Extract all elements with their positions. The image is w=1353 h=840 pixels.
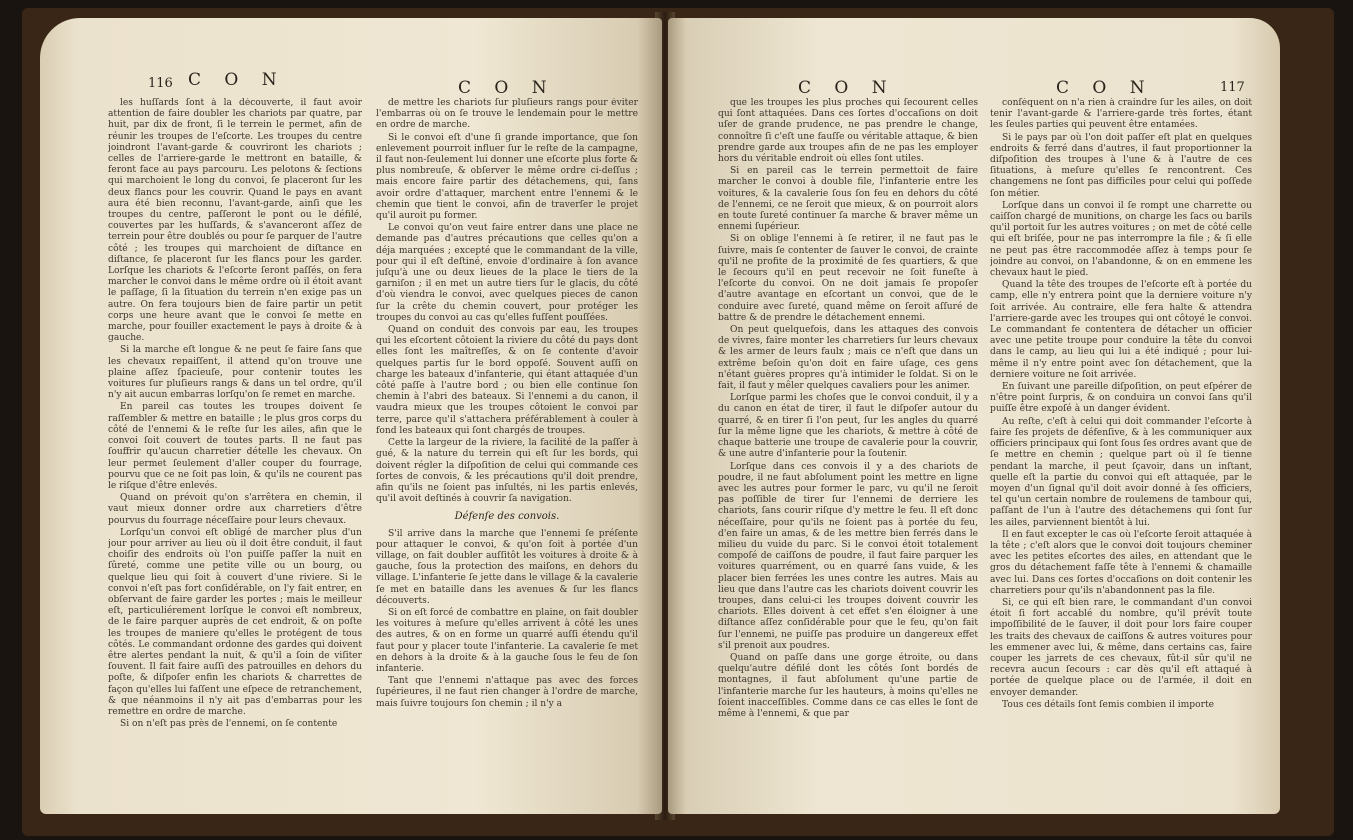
left-page-number: 116: [148, 76, 173, 91]
paragraph: Si on n'eſt pas près de l'ennemi, on ſe contente: [120, 719, 338, 730]
paragraph: Quand on prévoit qu'on s'arrêtera en chemin, il vaut mieux donner ordre aux charretiers d'être pourvus du fourrage néceſſaire pour leurs chevaux.: [108, 493, 362, 526]
paragraph: En ſuivant une pareille diſpoſition, on peut eſpérer de n'être point ſurpris, & on conduira un convoi ſans qu'il puiſſe être expoſé à un danger évident.: [990, 382, 1252, 415]
paragraph: On peut quelquefois, dans les attaques des convois de vivres, faire monter les charretiers ſur leurs chevaux & les armer de leurs faulx ; mais ce n'eſt que dans un extrême beſoin qu'on doit en faire uſage, ces gens n'étant guères propres qu'à intimider le ſoldat. Si on le fait, il faut y mêler quelques cavaliers pour les animer.: [718, 325, 978, 392]
paragraph: Lorſqu'un convoi eſt obligé de marcher plus d'un jour pour arriver au lieu où il doit être conduit, il faut choiſir des endroits où l'on puiſſe paſſer la nuit en ſûreté, comme une petite ville ou un bourg, ou quelque lieu qui ſoit à couvert d'une riviere. Si le convoi n'eſt pas fort conſidérable, on l'y fait entrer, en obſervant de faire garder les portes ; mais le meilleur eſt, particuliérement lorſque le convoi eſt nombreux, de le faire parquer auprès de cet endroit, & on poſte les troupes de maniere qu'elles le protégent de tous côtés. Le commandant ordonne des gardes qui doivent être alertes pendant la nuit, & qu'il a ſoin de viſiter ſouvent. Il fait faire auſſi des patrouilles en dehors du poſte, & diſpoſer enfin les chariots & charrettes de façon qu'elles lui faſſent une eſpece de retranchement, & que néanmoins il n'y ait pas d'embarras pour les remettre en ordre de marche.: [108, 527, 362, 717]
left-column-2: [376, 98, 638, 803]
paragraph: Si, ce qui eſt bien rare, le commandant d'un convoi étoit ſi fort accablé du nombre, qu'il prévît toute impoſſibilité de le ſauver, il doit pour lors faire couper les traits des chevaux de caiſſons & autres voitures pour les emmener avec lui, & même, dans certains cas, faire couper les jarrets de ces chevaux, fût-il sûr qu'il ne recevra aucun ſecours : car dès qu'il eſt attaqué à portée de quelque place ou de l'armée, il doit en envoyer demander.: [990, 597, 1252, 698]
paragraph: Si le pays par où l'on doit paſſer eſt plat en quelques endroits & ferré dans d'autres, il faut proportionner la diſpoſition des troupes à l'une & à l'autre de ces ſituations, à meſure qu'elles ſe rencontrent. Ces changemens ne ſont pas difficiles pour celui qui poſſede ſon métier.: [990, 132, 1252, 199]
left-page: [40, 18, 662, 814]
paragraph: Si en pareil cas le terrein permettoit de faire marcher le convoi à double file, l'infanterie entre les voitures, & la cavalerie ſous ſon feu en dehors du côté de l'ennemi, ce ne ſeroit que mieux, & on pourroit alors en toute ſureté continuer ſa marche & braver même un ennemi ſupérieur.: [718, 166, 978, 233]
paragraph: Lorſque dans ces convois il y a des chariots de poudre, il ne faut abſolument point les mettre en ligne avec les autres pour former le parc, vu qu'il ne ſeroit pas poſſible de tirer ſur l'ennemi de derriere les chariots, ſans courir riſque d'y mettre le feu. Il eſt donc néceſſaire, pour qu'ils ne ſoient pas à portée du feu, d'en faire un amas, & de les mettre bien ferrés dans le milieu du vuide du parc. Si le convoi étoit totalement compoſé de caiſſons de poudre, il faut faire parquer les voitures quarrément, ou en quarré ſans vuide, & les placer bien ferrées les unes contre les autres. Mais au lieu que dans l'autre cas les chariots doivent couvrir les troupes, dans celui-ci les troupes doivent couvrir les chariots. Elles doivent à cet effet s'en éloigner à une diſtance aſſez conſidérable pour que le feu, qu'on fait ſur l'ennemi, ne puiſſe pas produire un dangereux effet s'il prenoit aux poudres.: [718, 461, 978, 651]
left-running-head-1: C O N: [188, 70, 286, 90]
paragraph: Si la marche eſt longue & ne peut ſe faire ſans que les chevaux repaiſſent, il attend qu'on trouve une plaine aſſez ſpacieuſe, pour contenir toutes les voitures ſur pluſieurs rangs & dans un tel ordre, qu'il n'y ait aucun embarras lorſqu'on ſe remet en marche.: [108, 345, 362, 401]
paragraph: En pareil cas toutes les troupes doivent ſe raſſembler & mettre en bataille ; le plus gros corps du côté de l'ennemi & le reſte ſur les ailes, afin que le convoi ſoit couvert de toutes parts. Il ne faut pas ſouffrir qu'aucun charretier dételle les chevaux. On leur permet ſeulement d'aller couper du fourrage, pourvu que ce ne ſoit pas loin, & qu'ils ne courent pas le riſque d'être enlevés.: [108, 402, 362, 491]
paragraph: Si le convoi eſt d'une ſi grande importance, que ſon enlevement pourroit influer ſur le reſte de la campagne, il faut non-ſeulement lui donner une eſcorte plus forte & plus nombreuſe, & obſerver le même ordre ci-deſſus ; mais encore faire partir des détachemens, qui, ſans avoir ordre d'attaquer, marchent entre l'ennemi & le chemin que tient le convoi, afin de traverſer le projet qu'il auroit pu former.: [376, 132, 638, 222]
paragraph: S'il arrive dans la marche que l'ennemi ſe préſente pour attaquer le convoi, & qu'on ſoit à portée d'un village, on fait doubler auſſitôt les voitures à droite & à gauche, ſous la protection des maiſons, en dehors du village. L'infanterie ſe jette dans le village & la cavalerie ſe met en bataille dans les avenues & ſur les flancs découverts.: [376, 528, 638, 606]
right-column-1: [718, 98, 978, 803]
paragraph: Il en faut excepter le cas où l'eſcorte ſeroit attaquée à la tête ; c'eſt alors que le convoi doit toujours cheminer avec les petites eſcortes des ailes, en attendant que le gros du détachement faſſe tête à l'ennemi & chamaille avec lui. Dans ces ſortes d'occaſions on doit contenir les charretiers pour qu'ils n'abandonnent pas la file.: [990, 529, 1252, 596]
paragraph: Le convoi qu'on veut faire entrer dans une place ne demande pas d'autres précautions que celles qu'on a déja marquées ; excepté que le commandant de la ville, pour qui il eſt deſtiné, envoie d'ordinaire à ſon avance juſqu'à une ou deux lieues de la place le tiers de la garniſon ; il en met un autre tiers ſur le glacis, du côté d'où viendra le convoi, avec quelques pieces de canon ſur la crête du chemin couvert, pour protéger les troupes du convoi au cas qu'elles fuſſent pouſſées.: [376, 223, 638, 323]
paragraph: Lorſque parmi les choſes que le convoi conduit, il y a du canon en état de tirer, il faut le diſpoſer autour du quarré, & en tirer ſi l'on peut, ſur les angles du quarré ſur la même ligne que les chariots, & mettre à côté de chaque batterie une troupe de cavalerie pour la couvrir, & une autre d'infanterie pour la ſoutenir.: [718, 393, 978, 460]
paragraph: Si on oblige l'ennemi à ſe retirer, il ne faut pas le ſuivre, mais ſe contenter de ſauver le convoi, de crainte qu'il ne profite de la proximité de ſes quartiers, & que le ſecours qu'il en peut recevoir ne ſoit funeſte à l'eſcorte du convoi. On ne doit jamais ſe propoſer d'autre avantage en eſcortant un convoi, que de le conduire avec ſureté, quand même on ſeroit aſſuré de battre & de prendre le détachement ennemi.: [718, 234, 978, 323]
paragraph: Quand on paſſe dans une gorge étroite, ou dans quelqu'autre défilé dont les côtés ſont bordés de montagnes, il faut abſolument qu'une partie de l'infanterie marche ſur les hauteurs, à moins qu'elles ne ſoient inacceſſibles. Comme dans ce cas elles le ſont de même à l'ennemi, & que par: [718, 652, 978, 719]
paragraph: que les troupes les plus proches qui ſecourent celles qui ſont attaquées. Dans ces ſortes d'occaſions on doit uſer de grande prudence, ne pas prendre le change, connoître ſi c'eſt une fauſſe ou véritable attaque, & bien prendre garde aux troupes afin de ne pas les employer hors du véritable endroit où elles ſont utiles.: [718, 98, 978, 165]
paragraph: Cette la largeur de la riviere, la facilité de la paſſer à gué, & la nature du terrein qui eſt ſur les bords, qui doivent régler la diſpoſition de celui qui commande ces ſortes de convois, & les précautions qu'il doit prendre, afin qu'ils ne ſoient pas inſultés, ni les partis enlevés, qu'il avoit deſtinés à couvrir ſa navigation.: [376, 438, 638, 505]
paragraph: de mettre les chariots ſur pluſieurs rangs pour éviter l'embarras où on ſe trouve le lendemain pour le mettre en ordre de marche.: [376, 98, 638, 131]
left-column-1: [108, 98, 362, 803]
right-page-number: 117: [1220, 80, 1245, 95]
right-column-2: [990, 98, 1252, 803]
paragraph: Tant que l'ennemi n'attaque pas avec des forces ſupérieures, il ne faut rien changer à l'ordre de marche, mais ſuivre toujours ſon chemin ; il n'y a: [376, 676, 638, 709]
section-title: Défenſe des convois.: [454, 511, 560, 523]
right-page: [668, 18, 1280, 814]
paragraph: conſéquent on n'a rien à craindre ſur les ailes, on doit tenir l'avant-garde & l'arriere-garde très fortes, étant les ſeules parties qui peuvent être entamées.: [990, 98, 1252, 131]
paragraph: Tous ces détails ſont ſemis combien il importe: [1002, 699, 1214, 710]
paragraph: les huſſards ſont à la découverte, il faut avoir attention de faire doubler les chariots par quatre, par huit, par dix de front, ſi le terrein le permet, afin de réunir les troupes de l'eſcorte. Les troupes du centre joindront l'avant-garde & couvriront les chariots ; celles de l'arriere-garde le mettront en bataille, & feront face au pays parcouru. Les pelotons & ſections qui marchoient le long du convoi, ſe placeront ſur les deux flancs pour les couvrir. Quand le pays en avant aura été bien reconnu, l'avant-garde, ainſi que les troupes du centre, paſſeront le pont ou le défilé, couvertes par les huſſards, & s'avanceront aſſez de terrein pour être doublés ou pour ſe parquer de l'autre côté ; les troupes qui marchoient de diſtance en diſtance, ſe placeront ſur les flancs pour les garder. Lorſque les chariots & l'eſcorte ſeront paſſés, on fera marcher le convoi dans le même ordre où il étoit avant le paſſage, ſi la ſituation du terrein n'en exige pas un autre. On fera toujours bien de faire partir un petit corps une heure avant que le convoi ſe mette en marche, pour fouiller exactement le pays à droite & à gauche.: [108, 98, 362, 344]
paragraph: Lorſque dans un convoi il ſe rompt une charrette ou caiſſon chargé de munitions, on charge les ſacs ou barils qu'il portoit ſur les autres voitures ; on met de côté celle qui eſt briſée, pour ne pas interrompre la file ; & ſi elle ne peut pas être raccommodée aſſez à temps pour ſe joindre au convoi, on l'abandonne, & on en emmene les chevaux haut le pied.: [990, 200, 1252, 279]
paragraph: Au reſte, c'eſt à celui qui doit commander l'eſcorte à faire ſes projets de défenſive, & à les communiquer aux officiers principaux qui ſont ſous ſes ordres avant que de ſe mettre en chemin ; quelque part où il ſe tienne pendant la marche, il peut ſçavoir, dans un inſtant, quelle eſt la partie du convoi qui eſt attaquée, par le moyen d'un ſignal qu'il doit avoir donné à ſes officiers, tel qu'un certain nombre de roulemens de tambour qui, paſſant de l'un à l'autre des détachemens qui ſont ſur les ailes, parviennent bientôt à lui.: [990, 416, 1252, 528]
left-running-head-2: C O N: [458, 78, 556, 98]
right-running-head-2: C O N: [1056, 78, 1154, 98]
paragraph: Quand on conduit des convois par eau, les troupes qui les eſcortent côtoient la riviere du côté du pays dont elles ſont les maîtreſſes, & on ſe contente d'avoir quelques partis ſur le bord oppoſé. Souvent auſſi on charge les bateaux d'infanterie, qui étant attaquée d'un côté paſſe à l'autre bord ; ou bien elle continue ſon chemin à l'abri des bateaux. Si l'ennemi a du canon, il vaudra mieux que les troupes côtoient le convoi par terre, parce qu'il s'attachera préférablement à couler à fond les bateaux qui ſont chargés de troupes.: [376, 325, 638, 436]
paragraph: Si on eſt forcé de combattre en plaine, on fait doubler les voitures à meſure qu'elles arrivent à côté les unes des autres, & on en forme un quarré auſſi étendu qu'il faut pour y placer toute l'infanterie. La cavalerie ſe met en dehors à la droite & à la gauche ſous le feu de ſon infanterie.: [376, 607, 638, 674]
paragraph: Quand la tête des troupes de l'eſcorte eſt à portée du camp, elle n'y entrera point que la derniere voiture n'y ſoit arrivée. Au contraire, elle fera halte & attendra l'arriere-garde avec les troupes qui ont côtoyé le convoi. Le commandant fe contentera de détacher un officier avec une petite troupe pour conduire la tête du convoi dans le camp, au lieu qui lui a été indiqué ; pour lui-même il n'y entre point avec ſon détachement, que la derniere voiture ne ſoit arrivée.: [990, 280, 1252, 380]
right-running-head-1: C O N: [798, 78, 896, 98]
